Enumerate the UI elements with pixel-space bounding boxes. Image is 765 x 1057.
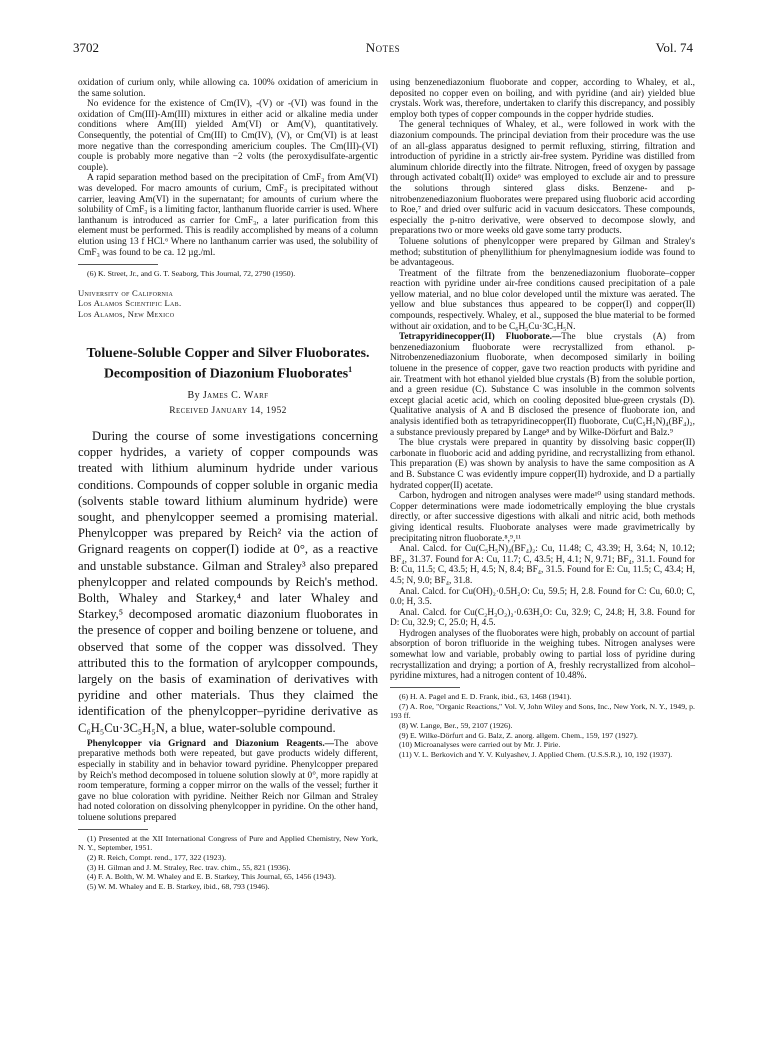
author-name: James C. Warf (202, 389, 269, 401)
paragraph: A rapid separation method based on the precipitation of CmF₃ from Am(VI) was developed. For macro amounts of curium, CmF₃ is precipitated without carrier, leaving Am(VI) in the supernatant; for amounts of curium where the solubility of CmF₃ is a limiting factor, lanthanum fluoride carrier is used. Where lanthanum is introduced as carrier for CmF₃, a later purification from this element must be performed. This is readily accomplished by means of a column elution using 13 f HCl.⁶ Where no lanthanum carrier was used, the solubility of CmF₃ was found to be ca. 12 µg./ml. (78, 173, 378, 258)
running-header (73, 40, 693, 60)
article-title (78, 345, 378, 382)
paragraph: The blue crystals were prepared in quantity by dissolving basic copper(II) carbonate in fluoboric acid and adding pyridine, and recrystallizing from ethanol. This preparation (E) was shown by analysis to have the same composition as A and B. Substance C was evidently impure copper(II) hydroxide, and D a partially hydrated copper(II) acetate. (390, 438, 695, 491)
footnote-rule (78, 264, 158, 265)
footnote: (4) F. A. Bolth, W. M. Whaley and E. B. Starkey, This Journal, 65, 1456 (1943). (87, 872, 336, 882)
right-column (390, 78, 695, 760)
paragraph (78, 739, 378, 824)
byline (78, 390, 378, 401)
affiliation-line: University of California (78, 287, 174, 298)
analysis-block: Anal. Calcd. for Cu(C₅H₅N)₄(BF₄)₂: Cu, 11.48; C, 43.39; H, 3.64; N, 10.12; BF₄, 31.37. Found for A: Cu, 11.7; C, 43.5; H, 4.1; N, 9.71; BF₄, 31.1. Found for B: Cu, 11.5; C, 43.5; H, 4.5; N, 8.4; BF₄, 31.5. Found for E: Cu, 11.5; C, 43.4; H, 4.5; N, 9.0; BF₄, 31.8. (390, 544, 695, 586)
footnote: (10) Microanalyses were carried out by Mr. J. Pirie. (399, 740, 561, 750)
analysis-block: Anal. Calcd. for Cu(OH)₂·0.5H₂O: Cu, 59.5; H, 2.8. Found for C: Cu, 60.0; C, 0.0; H, 3.5. (390, 586, 695, 608)
paragraph: No evidence for the existence of Cm(IV), -(V) or -(VI) was found in the oxidation of Cm(III)-Am(III) mixtures in either acid or alkaline media under conditions where Am(III) yielded Am(VI) or Am(V), quantitatively. Consequently, the potential of Cm(III) to Cm(IV), (V), or Cm(VI) is at least more negative than the corresponding americium couples. The Cm(III)-(VI) couple is probably more negative than −2 volts (the peroxydisulfate-argentic couple). (78, 99, 378, 173)
footnote-rule (390, 687, 460, 688)
footnote-rule (78, 829, 148, 830)
section-title: Notes (365, 40, 401, 55)
article-title-text: Toluene-Soluble Copper and Silver Fluoborates. Decomposition of Diazonium Fluoborates (86, 345, 370, 381)
paragraph: using benzenediazonium fluoborate and copper, according to Whaley, et al., deposited no copper even on boiling, and with pyridine (and air) yielded blue crystals. Work was, therefore, undertaken to clarify this discrepancy, and possibly employ both types of copper compounds in the copper hydride studies. (390, 78, 695, 120)
paragraph: oxidation of curium only, while allowing ca. 100% oxidation of americium in the same solution. (78, 78, 378, 99)
paragraph (390, 332, 695, 438)
footnote: (2) R. Reich, Compt. rend., 177, 322 (1923). (87, 852, 227, 862)
paragraph: Carbon, hydrogen and nitrogen analyses were made¹⁰ using standard methods. Copper determinations were made iodometrically employing the blue crystals directly, or after successive digestions with alkali and nitric acid, both methods giving identical results. Fluoborate analyses were made gravimetrically by precipitating nitron fluoborate.⁸,⁹,¹¹ (390, 491, 695, 544)
volume-label: Vol. 74 (655, 40, 693, 55)
footnote: (8) W. Lange, Ber., 59, 2107 (1926). (399, 720, 513, 730)
footnote: (1) Presented at the XII International Congress of Pure and Applied Chemistry, New York, N. Y., September, 1951. (78, 833, 378, 853)
page-number: 3702 (73, 40, 99, 55)
footnote: (3) H. Gilman and J. M. Straley, Rec. trav. chim., 55, 821 (1936). (87, 862, 291, 872)
affiliation (78, 288, 378, 320)
affiliation-line: Los Alamos Scientific Lab. (78, 298, 182, 309)
paragraph-text: The blue crystals (A) from benzenediazonium fluoborate were recrystallized from ethanol. p-Nitrobenzenediazonium fluoborate, when decomposed similarly in boiling toluene in the presence of copper, gave two reaction products with pyridine and air. Treatment with hot ethanol yielded blue crystals (B) from the soluble portion, and a green residue (C). Substance C was insoluble in the common solvents except glacial acetic acid, which on cooling deposited blue-green crystals (D). Qualitative analysis of A and B disclosed the presence of fluoborate ion, and analysis identified both as tetrapyridinecopper(II) fluoborate, Cu(C₅H₅N)₄(BF₄)₂, a substance previously prepared by Lange⁸ and by Wilke-Dörfurt and Balz.⁹ (390, 332, 696, 438)
run-in-heading: Tetrapyridinecopper(II) Fluoborate.— (399, 332, 562, 343)
paragraph: Toluene solutions of phenylcopper were prepared by Gilman and Straley's method; substitution of phenyllithium for phenylmagnesium iodide was found to be advantageous. (390, 236, 695, 269)
footnote: (11) V. L. Berkovich and Y. V. Kulyashev, J. Applied Chem. (U.S.S.R.), 10, 192 (1937). (399, 750, 673, 760)
byline-prefix: By (187, 389, 200, 401)
paragraph-text: The above preparative methods both were repeated, but gave products widely different, especially in stability and in behavior toward pyridine. Phenylcopper prepared by Reich's method decomposed in toluene solution slowly at 0°, more rapidly at room temperature, forming a copper mirror on the walls of the vessel; further it gave no blue coloration with pyridine. Neither Reich nor Gilman and Straley had noted coloration on dissolving phenylcopper in pyridine. On the other hand, toluene solutions prepared (78, 738, 378, 823)
intro-paragraph: During the course of some investigations concerning copper hydrides, a variety of copper compounds was treated with lithium aluminum hydride under various conditions. Compounds of copper soluble in organic media (solvents stable toward lithium aluminum hydride) were sought, and phenylcopper seemed a promising material. Phenylcopper was prepared by Reich² via the action of Grignard reagents on copper(I) iodide at 0°, as a reactive and unstable substance. Gilman and Straley³ also prepared phenylcopper and related compounds by Reich's method. Bolth, Whaley and Starkey,⁴ and later Whaley and Starkey,⁵ decomposed aromatic diazonium fluoborates in the presence of copper and boiling benzene or toluene, and observed that some of the copper was dissolved. They attributed this to the formation of arylcopper compounds, largely on the basis of examination of derivatives with pyridine and other materials. Thus they claimed the identification of the phenylcopper–pyridine derivative as C₆H₅Cu·3C₅H₅N, a blue, water-soluble compound. (78, 428, 378, 735)
affiliation-line: Los Alamos, New Mexico (78, 308, 175, 319)
footnote: (7) A. Roe, "Organic Reactions," Vol. V, John Wiley and Sons, Inc., New York, N. Y., 1949, p. 193 ff. (390, 701, 695, 721)
run-in-heading: Phenylcopper via Grignard and Diazonium Reagents.— (87, 738, 334, 749)
paragraph: The general techniques of Whaley, et al., were followed in work with the diazonium compounds. The principal deviation from their procedure was the use of an all-glass apparatus designed to permit refluxing, stirring, filtration and introduction of pyridine in a strictly air-free system. Pyridine was distilled from aluminum chloride directly into the filtrate. Nitrogen, freed of oxygen by passage through activated cobalt(II) oxide⁶ was employed to exclude air and to pressure the solutions through sintered glass disks. Benzene- and p-nitrobenzenediazonium fluoborates were prepared using fluoboric acid according to Roe,⁷ and dried over sulfuric acid in vacuum desiccators. These compounds, especially the p-nitro derivative, were observed to decompose slowly, and preparations two or more weeks old gave some tarry products. (390, 120, 695, 237)
left-column (78, 78, 378, 892)
footnote: (9) E. Wilke-Dörfurt and G. Balz, Z. anorg. allgem. Chem., 159, 197 (1927). (399, 730, 638, 740)
analysis-block: Anal. Calcd. for Cu(C₂H₃O₂)₂·0.63H₂O: Cu, 32.9; C, 24.8; H, 3.8. Found for D: Cu, 32.9; C, 25.0; H, 4.5. (390, 607, 695, 629)
paragraph: Treatment of the filtrate from the benzenediazonium fluoborate–copper reaction with pyridine under air-free conditions caused precipitation of a pale yellow material, and no blue color developed until the mixture was aerated. The yellow and blue substances thus appeared to be copper(I) and copper(II) compounds, respectively. Whaley, et al., supposed the blue material to be formed without air oxidation, and to be C₆H₅Cu·3C₅H₅N. (390, 268, 695, 332)
footnote: (5) W. M. Whaley and E. B. Starkey, ibid., 68, 793 (1946). (87, 882, 270, 892)
footnote: (6) K. Street, Jr., and G. T. Seaborg, This Journal, 72, 2790 (1950). (87, 269, 296, 279)
title-footnote-mark: 1 (348, 364, 353, 374)
paragraph: Hydrogen analyses of the fluoborates were high, probably on account of partial absorption of boron trifluoride in the weighing tubes. Nitrogen analyses were somewhat low and variable, probably owing to partial loss of pyridine during recrystallization and drying; a portion of A, freshly recrystallized from alcohol–pyridine mixtures, had a nitrogen content of 10.48%. (390, 628, 695, 682)
received-date: Received January 14, 1952 (169, 405, 287, 416)
footnote: (6) H. A. Pagel and E. D. Frank, ibid., 63, 1468 (1941). (399, 691, 572, 701)
